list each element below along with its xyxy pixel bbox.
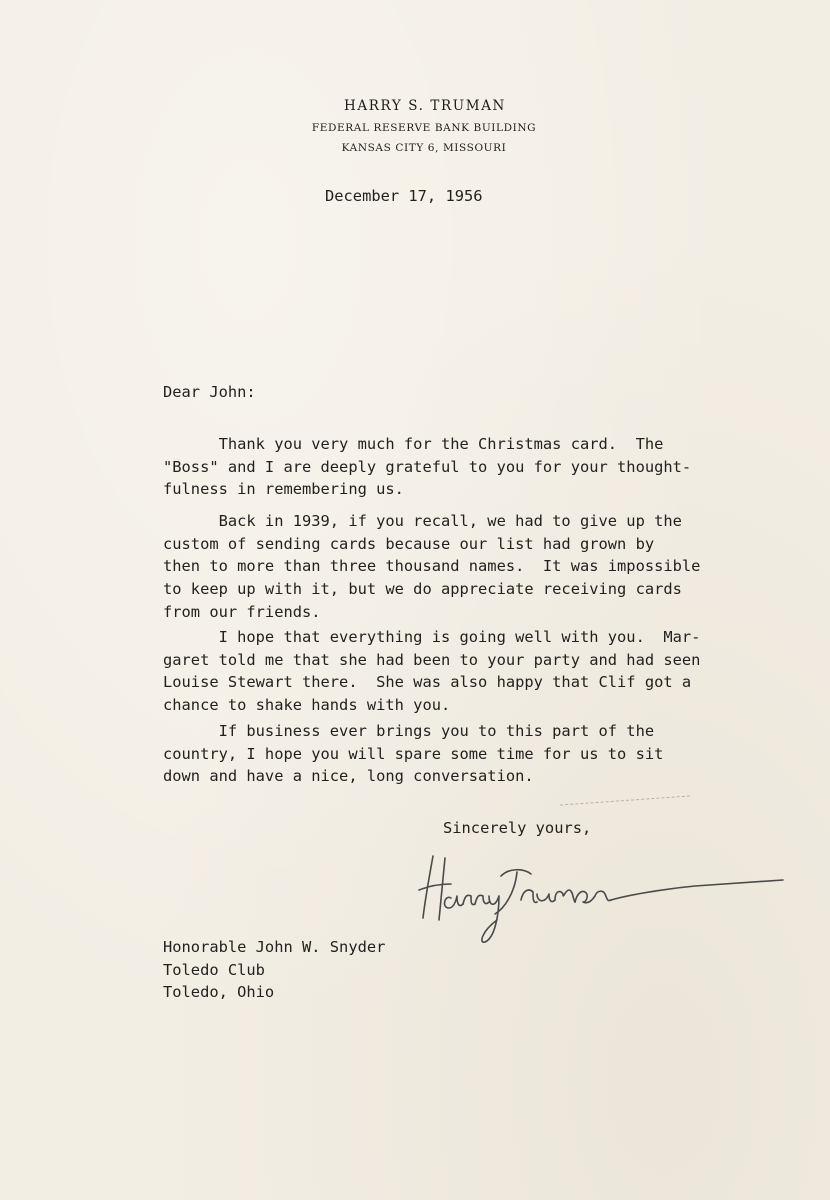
address-line: Toledo, Ohio (163, 983, 275, 1002)
paragraph-line: from our friends. (163, 602, 321, 621)
paragraph-line: I hope that everything is going well with you. Mar- (163, 628, 701, 646)
paragraph-line: country, I hope you will spare some time for us to sit (163, 744, 664, 763)
handwritten-signature (405, 838, 795, 948)
paragraph-1 (163, 433, 733, 501)
salutation: Dear John: (163, 383, 256, 401)
letterhead-name: HARRY S. TRUMAN (344, 98, 506, 114)
paragraph-line: custom of sending cards because our list had grown by (163, 534, 655, 553)
closing: Sincerely yours, (443, 819, 592, 837)
paragraph-line: chance to shake hands with you. (163, 696, 451, 715)
letter-date: December 17, 1956 (325, 187, 483, 205)
paragraph-line: fulness in remembering us. (163, 480, 404, 499)
paragraph-line: to keep up with it, but we do appreciate receiving cards (163, 580, 682, 599)
paragraph-4 (163, 720, 733, 788)
letterhead-address-line-1: FEDERAL RESERVE BANK BUILDING (311, 122, 537, 134)
paragraph-2 (163, 510, 733, 624)
address-line: Toledo Club (163, 960, 265, 979)
paragraph-line: Louise Stewart there. She was also happy that Clif got a (163, 673, 692, 692)
paragraph-3 (163, 626, 733, 717)
paragraph-line: garet told me that she had been to your party and had seen (163, 650, 701, 669)
recipient-address (163, 936, 385, 1004)
paragraph-line: "Boss" and I are deeply grateful to you for your thought- (163, 457, 692, 476)
paragraph-line: down and have a nice, long conversation. (163, 767, 534, 786)
paragraph-line: Back in 1939, if you recall, we had to give up the (163, 512, 682, 530)
signature-guide-line (560, 795, 690, 806)
paragraph-line: then to more than three thousand names. It was impossible (163, 557, 701, 576)
paragraph-line: If business ever brings you to this part of the (163, 722, 655, 740)
address-line: Honorable John W. Snyder (163, 938, 386, 956)
letterhead-address-line-2: KANSAS CITY 6, MISSOURI (341, 142, 507, 154)
paragraph-line: Thank you very much for the Christmas card. The (163, 435, 664, 453)
